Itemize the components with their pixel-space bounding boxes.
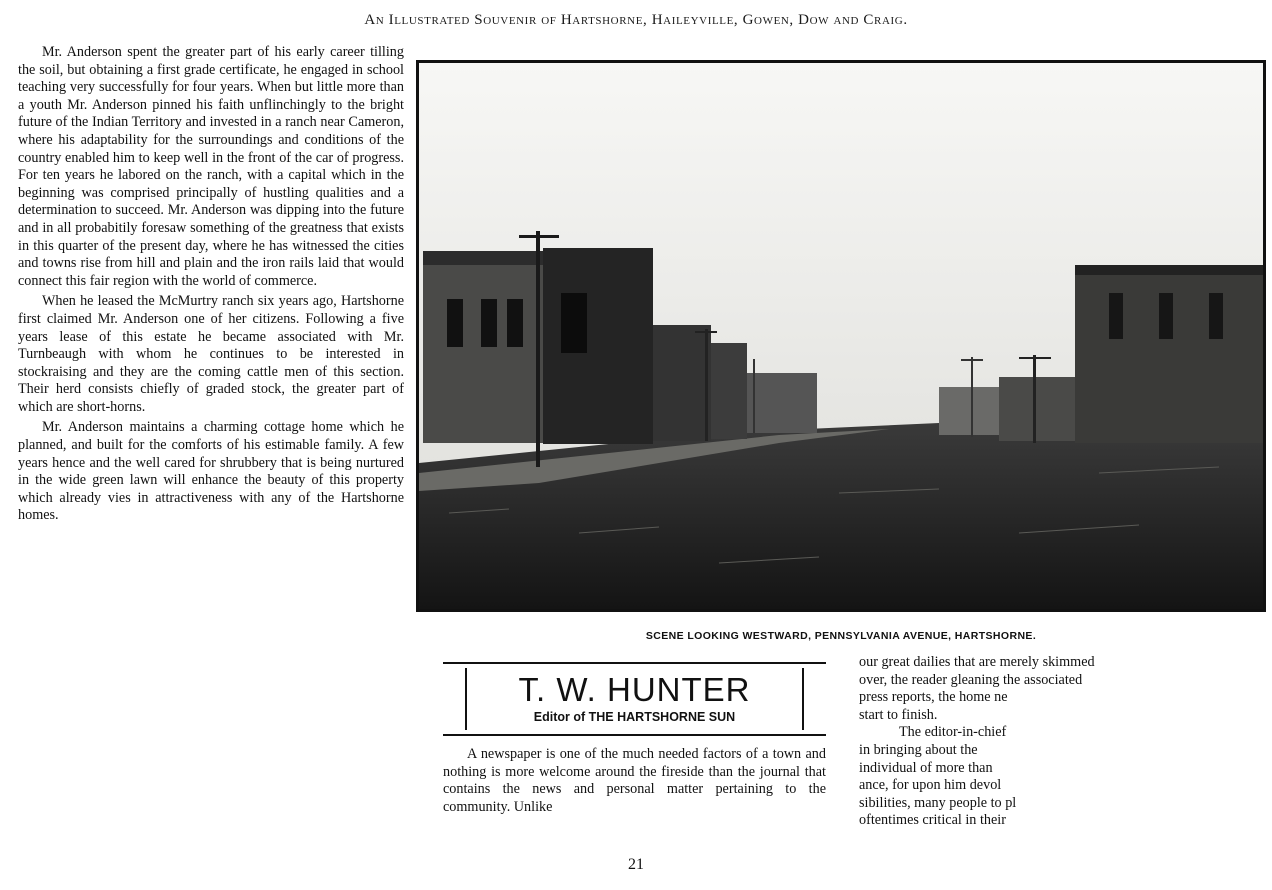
advertisement-name: T. W. HUNTER [518, 671, 751, 708]
photo-caption: SCENE LOOKING WESTWARD, PENNSYLVANIA AVENUE, HARTSHORNE. [645, 630, 1037, 642]
page-header: An Illustrated Souvenir of Hartshorne, Haileyville, Gowen, Dow and Craig. [364, 12, 908, 28]
editor-advertisement [443, 662, 826, 736]
text-line: The editor-in-chief [899, 724, 1007, 741]
text-line: start to finish. [859, 706, 938, 723]
article-paragraph: A newspaper is one of the much needed factors of a town and nothing is more welcome around the fireside than the journal that contains the news and personal matter pertaining to the community. Unlike [443, 746, 826, 815]
text-line: oftentimes critical in their [859, 812, 1006, 829]
page-number: 21 [628, 856, 644, 873]
text-line: individual of more than [859, 759, 993, 776]
right-column-article [859, 654, 1241, 830]
left-column-article [18, 44, 404, 528]
article-paragraph: Mr. Anderson spent the greater part of his early career tilling the soil, but obtaining a first grade certificate, he engaged in school teaching very successfully for four years. When but little more than a youth Mr. Anderson pinned his faith unflinchingly to the bright future of the Indian Territory and invested in a ranch near Cameron, where his adaptability for the surroundings and conditions of the country enabled him to keep well in the front of the car of progress. For ten years he labored on the ranch, with a capital which in the beginning was comprised principally of hustling qualities and a determination to succeed. Mr. Anderson was dipping into the future and in all probabitily foresaw something of the greatness that exists in this quarter of the present day, where he has witnessed the cities and towns rise from hill and plain and the iron rails laid that would connect this fair region with the world of commerce. [18, 44, 404, 289]
text-line: over, the reader gleaning the associated [859, 671, 1083, 688]
text-line: in bringing about the [859, 741, 978, 758]
text-line: press reports, the home ne [859, 689, 1008, 706]
article-paragraph: When he leased the McMurtry ranch six years ago, Hartshorne first claimed Mr. Anderson one of her citizens. Following a five years lease of this estate he became associated with Mr. Turnbeaugh with whom he continues to be interested in stockraising and they are the coming cattle men of this section. Their herd consists chiefly of graded stock, the greater part of which are short-horns. [18, 293, 404, 415]
text-line: our great dailies that are merely skimmed [859, 654, 1095, 670]
middle-column-article [443, 746, 826, 816]
article-paragraph: Mr. Anderson maintains a charming cottage home which he planned, and built for the comforts of his estimable family. A few years hence and the well cared for shrubbery that is being nurtured in the wide green lawn will enhance the beauty of this property which already vies in attractiveness with any of the Hartshorne homes. [18, 419, 404, 524]
text-line: ance, for upon him devol [859, 777, 1002, 794]
street-scene-photo [416, 60, 1266, 612]
text-line: sibilities, many people to pl [859, 794, 1017, 811]
advertisement-frame [465, 668, 804, 730]
street-scene-illustration [419, 63, 1263, 609]
advertisement-subtitle: Editor of THE HARTSHORNE SUN [533, 710, 736, 724]
